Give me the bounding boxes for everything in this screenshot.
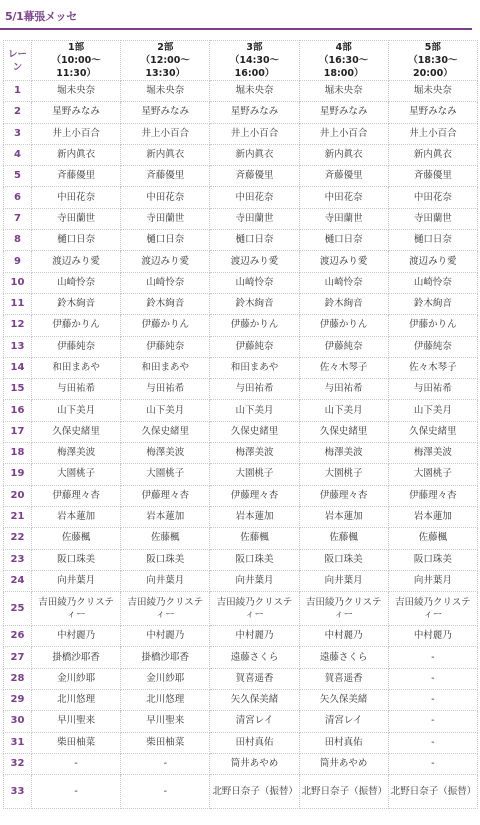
lane-number: 25 <box>4 592 32 626</box>
section-title: 5/1幕張メッセ <box>5 10 77 23</box>
member-cell: 伊藤理々杏 <box>32 485 121 506</box>
part-label: 3部 <box>246 42 263 53</box>
member-cell: 岩本蓮加 <box>32 506 121 527</box>
member-cell: 吉田綾乃クリスティー <box>32 592 121 626</box>
member-cell: - <box>388 711 477 732</box>
lane-number: 31 <box>4 732 32 753</box>
member-cell: 井上小百合 <box>299 123 388 144</box>
member-cell: 星野みなみ <box>388 102 477 123</box>
part-time: （16:30～18:00） <box>319 55 369 79</box>
member-cell: 樋口日奈 <box>121 230 210 251</box>
member-cell: 阪口珠美 <box>121 549 210 570</box>
member-cell: 佐藤楓 <box>299 528 388 549</box>
member-cell: 大園桃子 <box>388 464 477 485</box>
member-cell: 伊藤純奈 <box>299 336 388 357</box>
lane-number: 22 <box>4 528 32 549</box>
table-row <box>4 230 478 251</box>
member-cell: - <box>388 732 477 753</box>
member-cell: 与田祐希 <box>210 379 299 400</box>
table-row <box>4 528 478 549</box>
table-row <box>4 187 478 208</box>
member-cell: 向井葉月 <box>388 570 477 591</box>
lane-number: 14 <box>4 357 32 378</box>
table-row <box>4 251 478 272</box>
member-cell: 寺田蘭世 <box>299 208 388 229</box>
part-time: （14:30～16:00） <box>229 55 280 79</box>
member-cell: 北川悠理 <box>121 690 210 711</box>
member-cell: 金川紗耶 <box>32 668 121 689</box>
member-cell: 与田祐希 <box>121 379 210 400</box>
member-cell: 田村真佑 <box>210 732 299 753</box>
table-row <box>4 81 478 102</box>
table-row <box>4 400 478 421</box>
member-cell: 大園桃子 <box>32 464 121 485</box>
lane-number: 4 <box>4 144 32 165</box>
table-row <box>4 315 478 336</box>
member-cell: 山下美月 <box>299 400 388 421</box>
member-cell: 伊藤理々杏 <box>299 485 388 506</box>
member-cell: 中村麗乃 <box>299 626 388 647</box>
member-cell: 与田祐希 <box>32 379 121 400</box>
lane-number: 33 <box>4 775 32 809</box>
member-cell: 堀未央奈 <box>121 81 210 102</box>
member-cell: 新内眞衣 <box>121 144 210 165</box>
member-cell: 山崎怜奈 <box>210 272 299 293</box>
member-cell: - <box>121 753 210 774</box>
member-cell: 中村麗乃 <box>210 626 299 647</box>
member-cell: 大園桃子 <box>210 464 299 485</box>
table-row <box>4 102 478 123</box>
table-row <box>4 592 478 626</box>
member-cell: 向井葉月 <box>121 570 210 591</box>
lane-number: 5 <box>4 166 32 187</box>
member-cell: 阪口珠美 <box>32 549 121 570</box>
table-row <box>4 166 478 187</box>
lane-number: 28 <box>4 668 32 689</box>
lane-number: 24 <box>4 570 32 591</box>
member-cell: 鈴木絢音 <box>210 293 299 314</box>
member-cell: 寺田蘭世 <box>32 208 121 229</box>
member-cell: 渡辺みり愛 <box>121 251 210 272</box>
member-cell: 新内眞衣 <box>32 144 121 165</box>
member-cell: 岩本蓮加 <box>121 506 210 527</box>
member-cell: 遠藤さくら <box>210 647 299 668</box>
lane-number: 32 <box>4 753 32 774</box>
member-cell: 中村麗乃 <box>388 626 477 647</box>
member-cell: - <box>388 753 477 774</box>
member-cell: 筒井あやめ <box>299 753 388 774</box>
table-row <box>4 421 478 442</box>
member-cell: 樋口日奈 <box>299 230 388 251</box>
lane-number: 19 <box>4 464 32 485</box>
lane-number: 6 <box>4 187 32 208</box>
member-cell: 清宮レイ <box>210 711 299 732</box>
table-row <box>4 443 478 464</box>
member-cell: 金川紗耶 <box>121 668 210 689</box>
member-cell: 吉田綾乃クリスティー <box>388 592 477 626</box>
lane-number: 3 <box>4 123 32 144</box>
member-cell: 堀未央奈 <box>299 81 388 102</box>
member-cell: 和田まあや <box>32 357 121 378</box>
member-cell: - <box>388 647 477 668</box>
member-cell: 矢久保美緒 <box>210 690 299 711</box>
member-cell: 新内眞衣 <box>299 144 388 165</box>
member-cell: 吉田綾乃クリスティー <box>299 592 388 626</box>
member-cell: 北野日奈子（振替） <box>388 775 477 809</box>
member-cell: 佐藤楓 <box>210 528 299 549</box>
table-row <box>4 208 478 229</box>
table-row <box>4 732 478 753</box>
member-cell: 星野みなみ <box>210 102 299 123</box>
table-row <box>4 357 478 378</box>
member-cell: 堀未央奈 <box>32 81 121 102</box>
lane-number: 30 <box>4 711 32 732</box>
lane-number: 18 <box>4 443 32 464</box>
member-cell: 向井葉月 <box>210 570 299 591</box>
member-cell: 佐々木琴子 <box>388 357 477 378</box>
member-cell: 渡辺みり愛 <box>32 251 121 272</box>
member-cell: 北野日奈子（振替） <box>210 775 299 809</box>
member-cell: 渡辺みり愛 <box>299 251 388 272</box>
member-cell: 大園桃子 <box>121 464 210 485</box>
table-row <box>4 549 478 570</box>
member-cell: 星野みなみ <box>32 102 121 123</box>
member-cell: 山下美月 <box>210 400 299 421</box>
member-cell: 伊藤純奈 <box>210 336 299 357</box>
member-cell: 岩本蓮加 <box>388 506 477 527</box>
table-row <box>4 753 478 774</box>
member-cell: 和田まあや <box>210 357 299 378</box>
member-cell: 佐藤楓 <box>388 528 477 549</box>
member-cell: 伊藤かりん <box>388 315 477 336</box>
member-cell: 久保史緒里 <box>121 421 210 442</box>
member-cell: 中村麗乃 <box>32 626 121 647</box>
member-cell: 賀喜遥香 <box>210 668 299 689</box>
member-cell: 伊藤かりん <box>32 315 121 336</box>
part-header <box>121 41 210 81</box>
member-cell: 樋口日奈 <box>388 230 477 251</box>
member-cell: 中村麗乃 <box>121 626 210 647</box>
member-cell: 佐藤楓 <box>121 528 210 549</box>
lane-number: 10 <box>4 272 32 293</box>
lane-number: 2 <box>4 102 32 123</box>
member-cell: 伊藤純奈 <box>32 336 121 357</box>
lane-number: 17 <box>4 421 32 442</box>
member-cell: 掛橋沙耶香 <box>121 647 210 668</box>
part-time: （18:30～20:00） <box>408 55 458 79</box>
part-time: （12:00～13:30） <box>140 55 190 79</box>
member-cell: 斉藤優里 <box>210 166 299 187</box>
table-row <box>4 647 478 668</box>
member-cell: 山崎怜奈 <box>388 272 477 293</box>
member-cell: 樋口日奈 <box>210 230 299 251</box>
table-row <box>4 144 478 165</box>
member-cell: 斉藤優里 <box>299 166 388 187</box>
member-cell: 柴田柚菜 <box>121 732 210 753</box>
member-cell: 掛橋沙耶香 <box>32 647 121 668</box>
member-cell: 井上小百合 <box>121 123 210 144</box>
member-cell: 梅澤美波 <box>388 443 477 464</box>
member-cell: 柴田柚菜 <box>32 732 121 753</box>
part-label: 5部 <box>424 42 441 53</box>
table-row <box>4 506 478 527</box>
member-cell: - <box>32 775 121 809</box>
member-cell: 佐藤楓 <box>32 528 121 549</box>
member-cell: 矢久保美緒 <box>299 690 388 711</box>
member-cell: 渡辺みり愛 <box>388 251 477 272</box>
table-row <box>4 123 478 144</box>
member-cell: 鈴木絢音 <box>121 293 210 314</box>
member-cell: 吉田綾乃クリスティー <box>121 592 210 626</box>
lane-column-header: レーン <box>4 41 32 81</box>
table-row <box>4 379 478 400</box>
member-cell: 伊藤かりん <box>299 315 388 336</box>
part-header <box>210 41 299 81</box>
member-cell: 岩本蓮加 <box>210 506 299 527</box>
member-cell: 寺田蘭世 <box>210 208 299 229</box>
lane-number: 27 <box>4 647 32 668</box>
member-cell: 梅澤美波 <box>32 443 121 464</box>
lane-number: 29 <box>4 690 32 711</box>
member-cell: 伊藤理々杏 <box>388 485 477 506</box>
member-cell: 伊藤純奈 <box>121 336 210 357</box>
member-cell: 与田祐希 <box>299 379 388 400</box>
member-cell: 清宮レイ <box>299 711 388 732</box>
member-cell: 中田花奈 <box>210 187 299 208</box>
member-cell: 田村真佑 <box>299 732 388 753</box>
member-cell: - <box>388 668 477 689</box>
member-cell: 樋口日奈 <box>32 230 121 251</box>
member-cell: 山下美月 <box>388 400 477 421</box>
member-cell: 堀未央奈 <box>388 81 477 102</box>
member-cell: 星野みなみ <box>121 102 210 123</box>
member-cell: 鈴木絢音 <box>299 293 388 314</box>
member-cell: 梅澤美波 <box>210 443 299 464</box>
schedule-body <box>4 81 478 809</box>
member-cell: 井上小百合 <box>210 123 299 144</box>
table-row <box>4 775 478 809</box>
member-cell: 伊藤かりん <box>121 315 210 336</box>
lane-number: 20 <box>4 485 32 506</box>
member-cell: 中田花奈 <box>121 187 210 208</box>
member-cell: 伊藤かりん <box>210 315 299 336</box>
member-cell: 堀未央奈 <box>210 81 299 102</box>
member-cell: 賀喜遥香 <box>299 668 388 689</box>
member-cell: 阪口珠美 <box>388 549 477 570</box>
member-cell: 吉田綾乃クリスティー <box>210 592 299 626</box>
member-cell: 鈴木絢音 <box>32 293 121 314</box>
member-cell: 梅澤美波 <box>299 443 388 464</box>
member-cell: 中田花奈 <box>299 187 388 208</box>
section-title-bar <box>0 0 472 30</box>
member-cell: 山崎怜奈 <box>32 272 121 293</box>
lane-number: 15 <box>4 379 32 400</box>
member-cell: 久保史緒里 <box>210 421 299 442</box>
member-cell: 新内眞衣 <box>388 144 477 165</box>
lane-number: 8 <box>4 230 32 251</box>
member-cell: 山崎怜奈 <box>299 272 388 293</box>
member-cell: 遠藤さくら <box>299 647 388 668</box>
member-cell: - <box>32 753 121 774</box>
member-cell: 阪口珠美 <box>210 549 299 570</box>
table-row <box>4 293 478 314</box>
member-cell: 星野みなみ <box>299 102 388 123</box>
member-cell: 筒井あやめ <box>210 753 299 774</box>
member-cell: - <box>388 690 477 711</box>
member-cell: 大園桃子 <box>299 464 388 485</box>
member-cell: 早川聖来 <box>121 711 210 732</box>
member-cell: 北野日奈子（振替） <box>299 775 388 809</box>
member-cell: 井上小百合 <box>388 123 477 144</box>
member-cell: - <box>121 775 210 809</box>
table-header-row <box>4 41 478 81</box>
lane-number: 9 <box>4 251 32 272</box>
lane-number: 1 <box>4 81 32 102</box>
lane-number: 11 <box>4 293 32 314</box>
table-row <box>4 668 478 689</box>
lane-number: 16 <box>4 400 32 421</box>
table-row <box>4 570 478 591</box>
lane-number: 23 <box>4 549 32 570</box>
member-cell: 伊藤理々杏 <box>210 485 299 506</box>
member-cell: 伊藤純奈 <box>388 336 477 357</box>
part-label: 2部 <box>157 42 174 53</box>
member-cell: 井上小百合 <box>32 123 121 144</box>
part-header <box>388 41 477 81</box>
part-time: （10:00～11:30） <box>51 55 101 79</box>
member-cell: 寺田蘭世 <box>121 208 210 229</box>
table-row <box>4 464 478 485</box>
member-cell: 佐々木琴子 <box>299 357 388 378</box>
member-cell: 久保史緒里 <box>299 421 388 442</box>
lane-number: 13 <box>4 336 32 357</box>
part-label: 1部 <box>68 42 85 53</box>
lane-number: 21 <box>4 506 32 527</box>
part-header <box>299 41 388 81</box>
member-cell: 新内眞衣 <box>210 144 299 165</box>
member-cell: 和田まあや <box>121 357 210 378</box>
lane-number: 26 <box>4 626 32 647</box>
table-row <box>4 626 478 647</box>
schedule-table <box>3 40 478 809</box>
member-cell: 山下美月 <box>32 400 121 421</box>
member-cell: 寺田蘭世 <box>388 208 477 229</box>
member-cell: 山下美月 <box>121 400 210 421</box>
part-header <box>32 41 121 81</box>
table-row <box>4 690 478 711</box>
part-label: 4部 <box>335 42 352 53</box>
member-cell: 梅澤美波 <box>121 443 210 464</box>
member-cell: 斉藤優里 <box>121 166 210 187</box>
member-cell: 中田花奈 <box>388 187 477 208</box>
member-cell: 岩本蓮加 <box>299 506 388 527</box>
member-cell: 伊藤理々杏 <box>121 485 210 506</box>
member-cell: 久保史緒里 <box>388 421 477 442</box>
member-cell: 中田花奈 <box>32 187 121 208</box>
table-row <box>4 336 478 357</box>
member-cell: 久保史緒里 <box>32 421 121 442</box>
member-cell: 向井葉月 <box>32 570 121 591</box>
member-cell: 早川聖来 <box>32 711 121 732</box>
member-cell: 北川悠理 <box>32 690 121 711</box>
table-row <box>4 711 478 732</box>
member-cell: 鈴木絢音 <box>388 293 477 314</box>
member-cell: 与田祐希 <box>388 379 477 400</box>
member-cell: 斉藤優里 <box>32 166 121 187</box>
member-cell: 向井葉月 <box>299 570 388 591</box>
table-row <box>4 272 478 293</box>
member-cell: 斉藤優里 <box>388 166 477 187</box>
table-row <box>4 485 478 506</box>
lane-number: 7 <box>4 208 32 229</box>
lane-number: 12 <box>4 315 32 336</box>
member-cell: 渡辺みり愛 <box>210 251 299 272</box>
member-cell: 阪口珠美 <box>299 549 388 570</box>
member-cell: 山崎怜奈 <box>121 272 210 293</box>
